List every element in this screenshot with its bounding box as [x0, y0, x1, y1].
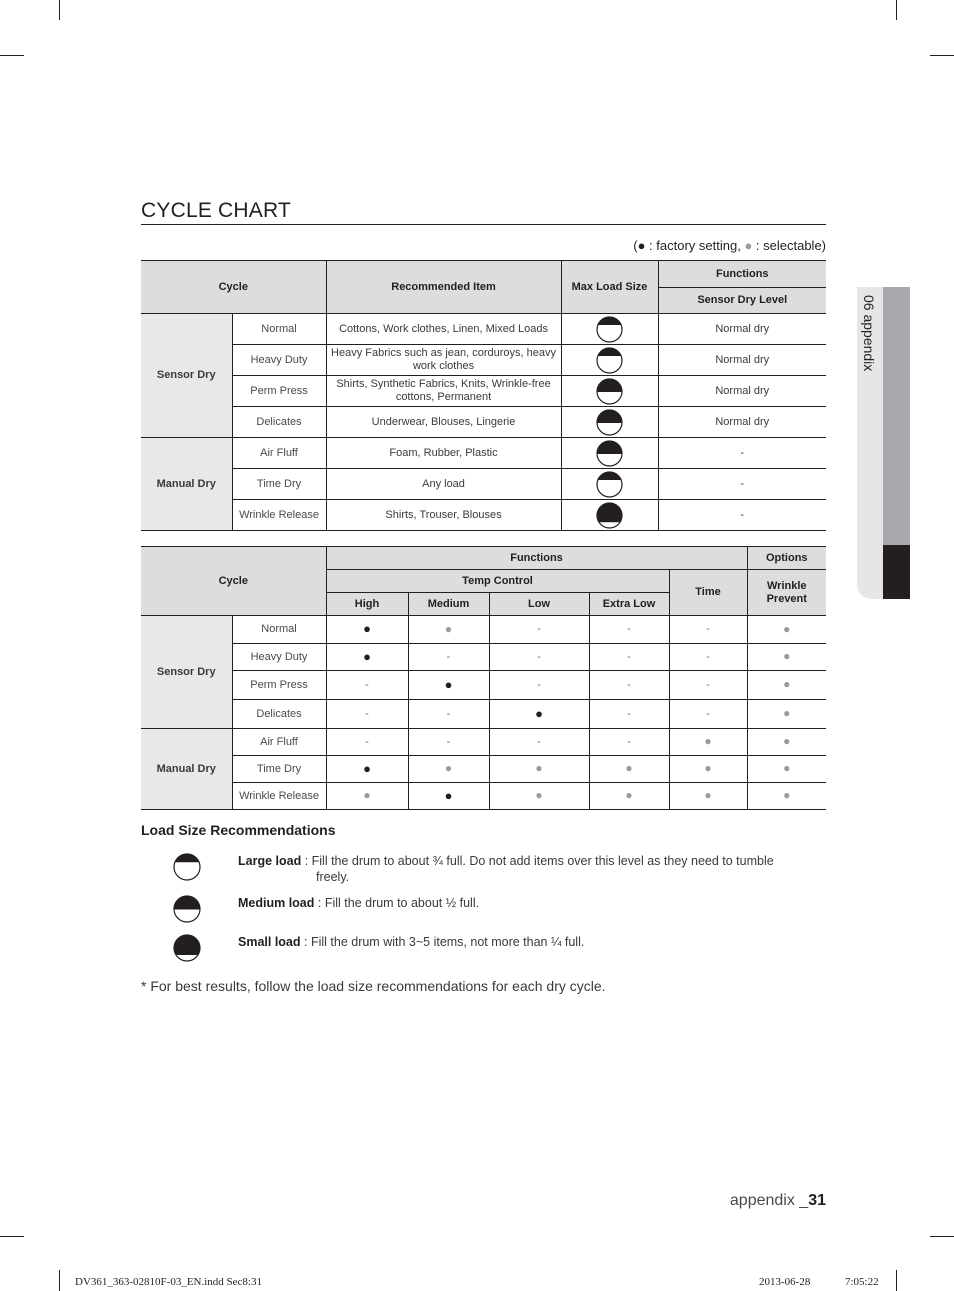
crop-mark	[59, 1270, 60, 1291]
table-row	[141, 438, 826, 469]
cycle-name: Normal	[232, 616, 326, 644]
load-size-icon-wrap	[173, 934, 201, 962]
sensor-dry-level: -	[658, 469, 826, 500]
header-cycle: Cycle	[141, 547, 326, 616]
header-functions: Functions	[326, 547, 747, 570]
recommended-item: Underwear, Blouses, Lingerie	[326, 407, 561, 438]
page-number	[730, 1192, 826, 1210]
cycle-name: Wrinkle Release	[232, 500, 326, 531]
header-options: Options	[747, 547, 826, 570]
high-cell	[326, 700, 408, 729]
max-load-cell	[561, 438, 658, 469]
cycle-name: Perm Press	[232, 671, 326, 700]
small-load-icon	[596, 502, 623, 529]
not-available-dash: -	[706, 678, 710, 691]
selectable-dot-icon: ●	[363, 788, 371, 802]
load-size-title: Load Size Recommendations	[141, 822, 336, 838]
selectable-dot-icon: ●	[783, 621, 791, 636]
load-size-icon-wrap	[173, 895, 201, 923]
selectable-dot-icon: ●	[744, 238, 753, 253]
low-cell	[489, 700, 589, 729]
slug-file: DV361_363-02810F-03_EN.indd Sec8:31	[75, 1276, 262, 1288]
table-row	[141, 783, 826, 810]
page-prefix: appendix _	[729, 1192, 809, 1209]
table-row	[141, 407, 826, 438]
not-available-dash: -	[446, 707, 451, 720]
not-available-dash: -	[537, 678, 541, 691]
group-label: Manual Dry	[141, 729, 232, 810]
crop-mark	[0, 55, 24, 56]
table-row	[141, 616, 826, 644]
medium-load-icon	[596, 378, 623, 405]
low-cell	[489, 783, 589, 810]
selectable-dot-icon: ●	[783, 788, 791, 802]
not-available-dash: -	[706, 650, 710, 663]
section-tab	[857, 287, 910, 599]
cycle-functions-table-body	[141, 616, 826, 810]
header-high: High	[326, 593, 408, 616]
not-available-dash: -	[365, 707, 369, 720]
table-row	[141, 644, 826, 671]
not-available-dash: -	[537, 623, 541, 635]
selectable-dot-icon: ●	[625, 761, 633, 775]
factory-setting-dot-icon: ●	[363, 621, 371, 636]
table-row	[141, 376, 826, 407]
selectable-dot-icon: ●	[783, 677, 791, 691]
crop-mark	[896, 0, 897, 20]
load-size-desc-cont: freely.	[316, 870, 350, 884]
cycle-name: Time Dry	[232, 469, 326, 500]
selectable-dot-icon: ●	[535, 761, 543, 775]
table-row	[141, 729, 826, 756]
not-available-dash: -	[627, 735, 631, 748]
extra-low-cell	[589, 671, 669, 700]
group-label: Sensor Dry	[141, 314, 232, 438]
table-row	[141, 700, 826, 729]
recommended-item: Heavy Fabrics such as jean, corduroys, heavy work clothes	[326, 345, 561, 376]
selectable-dot-icon: ●	[444, 621, 453, 636]
max-load-cell	[561, 407, 658, 438]
wrinkle-prevent-cell	[747, 700, 826, 729]
legend-open: (	[633, 238, 638, 253]
not-available-dash: -	[537, 735, 541, 748]
high-cell	[326, 671, 408, 700]
recommended-item: Shirts, Synthetic Fabrics, Knits, Wrinkle-free cottons, Permanent	[326, 376, 561, 407]
group-label: Sensor Dry	[141, 616, 232, 729]
cycle-load-table-body	[141, 314, 826, 531]
extra-low-cell	[589, 756, 669, 783]
page-title: CYCLE CHART	[141, 199, 292, 222]
not-available-dash: -	[627, 678, 631, 691]
low-cell	[489, 729, 589, 756]
time-cell	[669, 700, 747, 729]
header-extra-low: Extra Low	[589, 593, 669, 616]
sensor-dry-level: Normal dry	[658, 345, 826, 376]
crop-mark	[896, 1270, 897, 1291]
time-cell	[669, 756, 747, 783]
legend-selectable-text: : selectable)	[752, 238, 826, 253]
time-cell	[669, 616, 747, 644]
cycle-name: Delicates	[232, 407, 326, 438]
tab-marker	[883, 545, 910, 599]
low-cell	[489, 644, 589, 671]
footnote: * For best results, follow the load size recommendations for each dry cycle.	[141, 978, 606, 994]
selectable-dot-icon: ●	[704, 734, 712, 748]
medium-load-icon	[173, 895, 201, 923]
time-cell	[669, 644, 747, 671]
legend-factory-text: : factory setting,	[645, 238, 745, 253]
not-available-dash: -	[706, 623, 710, 635]
medium-load-icon	[596, 409, 623, 436]
recommended-item: Any load	[326, 469, 561, 500]
wrinkle-prevent-cell	[747, 729, 826, 756]
medium-load-icon	[596, 440, 623, 467]
group-label: Manual Dry	[141, 438, 232, 531]
symbol-legend	[633, 238, 826, 253]
large-load-icon	[596, 471, 623, 498]
selectable-dot-icon: ●	[704, 761, 712, 775]
selectable-dot-icon: ●	[535, 788, 543, 802]
medium-cell	[408, 644, 489, 671]
table-row	[141, 671, 826, 700]
factory-setting-dot-icon: ●	[363, 648, 371, 664]
recommended-item: Foam, Rubber, Plastic	[326, 438, 561, 469]
high-cell	[326, 616, 408, 644]
high-cell	[326, 729, 408, 756]
header-wrinkle-prevent: Wrinkle Prevent	[747, 570, 826, 616]
max-load-cell	[561, 376, 658, 407]
low-cell	[489, 756, 589, 783]
crop-mark	[59, 0, 60, 20]
slug-date: 2013-06-28	[759, 1276, 811, 1288]
cycle-name: Perm Press	[232, 376, 326, 407]
large-load-icon	[596, 316, 623, 343]
cycle-name: Normal	[232, 314, 326, 345]
cycle-name: Wrinkle Release	[232, 783, 326, 810]
sensor-dry-level: Normal dry	[658, 314, 826, 345]
recommended-item: Cottons, Work clothes, Linen, Mixed Loads	[326, 314, 561, 345]
cycle-functions-table	[141, 546, 826, 810]
section-tab-label: 06 appendix	[861, 295, 877, 372]
wrinkle-prevent-cell	[747, 783, 826, 810]
selectable-dot-icon: ●	[783, 649, 791, 663]
not-available-dash: -	[365, 678, 369, 691]
header-time: Time	[669, 570, 747, 616]
crop-mark	[930, 1236, 954, 1237]
load-size-desc: : Fill the drum to about ½ full.	[314, 896, 480, 910]
extra-low-cell	[589, 616, 669, 644]
extra-low-cell	[589, 700, 669, 729]
selectable-dot-icon: ●	[783, 734, 791, 748]
extra-low-cell	[589, 783, 669, 810]
sensor-dry-level: -	[658, 438, 826, 469]
factory-setting-dot-icon: ●	[444, 676, 453, 692]
load-size-icon-wrap	[173, 853, 201, 881]
factory-setting-dot-icon: ●	[535, 705, 543, 721]
time-cell	[669, 671, 747, 700]
cycle-name: Air Fluff	[232, 438, 326, 469]
load-size-text	[238, 934, 798, 950]
header-cycle: Cycle	[141, 261, 326, 314]
selectable-dot-icon: ●	[704, 788, 712, 802]
not-available-dash: -	[627, 707, 631, 720]
selectable-dot-icon: ●	[625, 788, 633, 802]
table-row	[141, 756, 826, 783]
table-row	[141, 345, 826, 376]
medium-cell	[408, 616, 489, 644]
load-size-desc: : Fill the drum with 3~5 items, not more than ¼ full.	[300, 935, 585, 949]
low-cell	[489, 616, 589, 644]
sensor-dry-level: -	[658, 500, 826, 531]
factory-setting-dot-icon: ●	[444, 787, 453, 803]
medium-cell	[408, 700, 489, 729]
low-cell	[489, 671, 589, 700]
wrinkle-prevent-cell	[747, 644, 826, 671]
cycle-name: Heavy Duty	[232, 345, 326, 376]
selectable-dot-icon: ●	[783, 761, 791, 775]
medium-cell	[408, 671, 489, 700]
load-size-label: Small load	[238, 935, 301, 949]
selectable-dot-icon: ●	[444, 761, 453, 775]
not-available-dash: -	[365, 735, 369, 748]
load-size-text	[238, 853, 798, 885]
page-number-value: 31	[808, 1192, 826, 1209]
not-available-dash: -	[446, 735, 451, 748]
not-available-dash: -	[706, 707, 710, 720]
cycle-load-table	[141, 260, 826, 531]
cycle-name: Delicates	[232, 700, 326, 729]
cycle-name: Heavy Duty	[232, 644, 326, 671]
table-row	[141, 469, 826, 500]
load-size-desc: : Fill the drum to about ¾ full. Do not add items over this level as they need to tumble	[301, 854, 774, 868]
time-cell	[669, 729, 747, 756]
cycle-name: Time Dry	[232, 756, 326, 783]
medium-cell	[408, 756, 489, 783]
not-available-dash: -	[537, 650, 541, 663]
large-load-icon	[173, 853, 201, 881]
wrinkle-prevent-cell	[747, 616, 826, 644]
small-load-icon	[173, 934, 201, 962]
header-max-load-size: Max Load Size	[561, 261, 658, 314]
medium-cell	[408, 783, 489, 810]
factory-setting-dot-icon: ●	[363, 760, 371, 776]
cycle-name: Air Fluff	[232, 729, 326, 756]
header-functions: Functions	[658, 261, 826, 288]
large-load-icon	[596, 347, 623, 374]
slug-time: 7:05:22	[845, 1276, 879, 1288]
table-row	[141, 500, 826, 531]
tab-stripe	[883, 287, 910, 545]
title-divider	[141, 224, 826, 225]
max-load-cell	[561, 500, 658, 531]
factory-setting-dot-icon: ●	[637, 238, 646, 253]
high-cell	[326, 783, 408, 810]
max-load-cell	[561, 345, 658, 376]
wrinkle-prevent-cell	[747, 671, 826, 700]
not-available-dash: -	[446, 650, 451, 663]
high-cell	[326, 756, 408, 783]
max-load-cell	[561, 314, 658, 345]
high-cell	[326, 644, 408, 671]
time-cell	[669, 783, 747, 810]
extra-low-cell	[589, 644, 669, 671]
not-available-dash: -	[627, 650, 631, 663]
recommended-item: Shirts, Trouser, Blouses	[326, 500, 561, 531]
header-recommended-item: Recommended Item	[326, 261, 561, 314]
crop-mark	[0, 1236, 24, 1237]
selectable-dot-icon: ●	[783, 706, 791, 720]
table-row	[141, 314, 826, 345]
not-available-dash: -	[627, 623, 631, 635]
load-size-label: Medium load	[238, 896, 315, 910]
wrinkle-prevent-cell	[747, 756, 826, 783]
sensor-dry-level: Normal dry	[658, 407, 826, 438]
crop-mark	[930, 55, 954, 56]
load-size-label: Large load	[238, 854, 302, 868]
load-size-text	[238, 895, 798, 911]
medium-cell	[408, 729, 489, 756]
header-sensor-dry-level: Sensor Dry Level	[658, 288, 826, 314]
extra-low-cell	[589, 729, 669, 756]
header-medium: Medium	[408, 593, 489, 616]
max-load-cell	[561, 469, 658, 500]
sensor-dry-level: Normal dry	[658, 376, 826, 407]
header-temp-control: Temp Control	[326, 570, 669, 593]
header-low: Low	[489, 593, 589, 616]
